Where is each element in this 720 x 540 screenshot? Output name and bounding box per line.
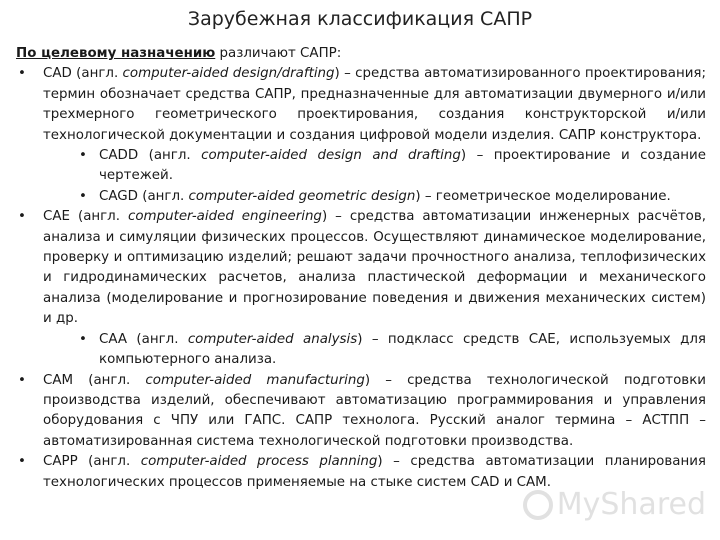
term-pre: (англ.: [127, 331, 188, 347]
term-english: computer-aided process planning: [140, 454, 378, 470]
list-item-cae: [16, 207, 706, 370]
term-description: ) – средства автоматизированного проектирования; термин обозначает средства САПР, предназначенные для автоматизации двумерного и/или трехмерного геометрического проектирования, создания конструкторской и/или технологической документации и создания цифровой модели изделия. САПР конструктора.: [43, 66, 706, 143]
term-description: ) – проектирование и создание чертежей.: [99, 148, 706, 184]
intro-rest: различают САПР:: [215, 46, 342, 61]
term-description: ) – геометрическое моделирование.: [415, 188, 671, 204]
term-name: CAA: [99, 331, 128, 347]
term-name: CAD: [43, 66, 72, 82]
term-name: CADD: [99, 148, 139, 164]
term-pre: (англ.: [71, 66, 123, 82]
slide-content: [16, 44, 706, 493]
intro-underlined: По целевому назначению: [16, 46, 216, 61]
slide-title: Зарубежная классификация САПР: [187, 8, 533, 30]
term-description: ) – средства автоматизации инженерных расчётов, анализа и симуляции физических процессов. Осуществляют динамическое моделирование, проверку и оптимизацию изделий; решают задачи прочностного анализа, теплофизических и гидродинамических расчетов, анализа пластической деформации и механического анализа (моделирование и прогнозирование поведения и движения механических систем) и др.: [43, 209, 706, 327]
list-item-cam: [16, 371, 706, 453]
list-item-capp: [16, 452, 706, 493]
term-pre: (англ.: [69, 209, 128, 225]
list-item-cadd: [43, 146, 706, 187]
term-english: computer-aided engineering: [127, 209, 322, 225]
term-pre: (англ.: [73, 372, 146, 388]
term-pre: (англ.: [137, 188, 189, 204]
term-name: CAM: [43, 372, 74, 388]
term-description: ) – подкласс средств CAE, используемых для компьютерного анализа.: [99, 331, 706, 368]
term-name: CAE: [43, 209, 70, 225]
watermark-logo-icon: [523, 490, 553, 520]
term-english: computer-aided design and drafting: [201, 148, 461, 164]
term-description: ) – средства технологической подготовки производства изделий, обеспечивают автоматизацию программирования и управления оборудования с ЧПУ или ГАПС. САПР технолога. Русский аналог термина – АСТПП – автоматизированная система технологической подготовки производства.: [43, 372, 706, 449]
intro-line: [16, 44, 706, 64]
term-description: ) – средства автоматизации планирования технологических процессов применяемые на стыке систем CAD и CAM.: [43, 454, 706, 490]
term-english: computer-aided manufacturing: [145, 372, 365, 388]
term-english: computer-aided geometric design: [188, 188, 416, 204]
list-item-cad: [16, 64, 706, 207]
term-english: computer-aided design/drafting: [122, 66, 335, 82]
term-name: CAPP: [43, 454, 78, 470]
term-name: CAGD: [99, 188, 138, 204]
term-english: computer-aided analysis: [187, 331, 358, 347]
term-pre: (англ.: [138, 148, 202, 164]
list-item-caa: [43, 330, 706, 371]
list-item-cagd: [43, 187, 706, 207]
cae-sublist: [43, 330, 706, 371]
classification-list: [16, 64, 706, 493]
watermark-text: MyShared: [556, 487, 706, 522]
cad-sublist: [43, 146, 706, 207]
term-pre: (англ.: [77, 454, 141, 470]
